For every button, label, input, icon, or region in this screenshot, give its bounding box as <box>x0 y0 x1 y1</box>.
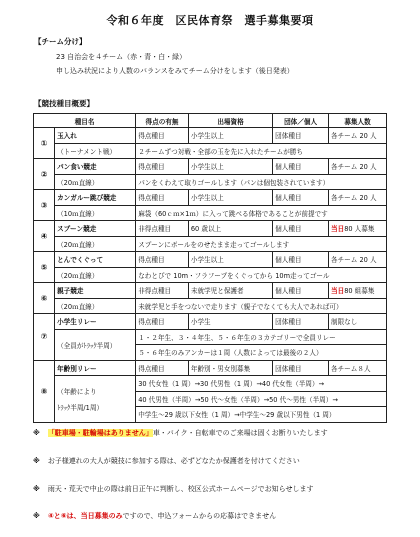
event-qualification: 小学生以上 <box>188 159 272 175</box>
event-score-type: 得点種目 <box>136 159 189 175</box>
event-qualification: 未就学児と保護者 <box>188 283 272 299</box>
event-score-type: 得点種目 <box>136 314 189 330</box>
quota-text: 各チーム 20 人 <box>331 194 377 203</box>
event-description: 中学生～29 歳以下女性（1 周）→中学生～29 歳以下男性（1 周） <box>136 407 387 423</box>
event-desc-row <box>34 298 387 314</box>
event-desc-row <box>34 236 387 252</box>
event-team-type: 個人種目 <box>273 159 329 175</box>
event-quota <box>329 314 387 330</box>
event-number: ⑧ <box>34 360 55 422</box>
event-team-type: 個人種目 <box>273 190 329 206</box>
event-row <box>34 159 387 175</box>
event-score-type: 得点種目 <box>136 360 189 376</box>
quota-text: 各チーム 20 人 <box>331 256 377 265</box>
event-description: ５・６年生のみアンカーは１周（人数によっては最後の２人） <box>136 345 387 361</box>
event-qualification: 60 歳以上 <box>188 221 272 237</box>
event-description: なわとびで 10m・フラフープをくぐってから 10m走ってゴール <box>136 267 387 283</box>
event-team-type: 個人種目 <box>273 252 329 268</box>
event-qualification: 小学生 <box>188 314 272 330</box>
event-name: パン食い競走 <box>55 159 136 175</box>
event-number: ⑦ <box>34 314 55 361</box>
column-header: 得点の有無 <box>136 114 189 128</box>
event-subtitle: （20ｍ直線） <box>55 236 136 252</box>
event-description: 30 代女性（1 周）→30 代男性（1 周）→40 代女性（半周）→ <box>136 376 387 392</box>
note-item <box>33 428 328 438</box>
event-description: 麻袋（60ｃｍ×1ｍ）に入って跳べる体格であることが前提です <box>136 205 387 221</box>
note-text: 車・バイク・自転車でのご来場は固くお断りいたします <box>152 429 328 437</box>
event-quota <box>329 128 387 144</box>
event-subtitle <box>55 376 136 423</box>
quota-highlight: 当日 <box>331 225 345 234</box>
event-qualification: 年齢別・男女別募集 <box>188 360 272 376</box>
note-mark: ※ <box>33 485 40 493</box>
note-item <box>33 456 300 466</box>
event-number: ④ <box>34 221 55 252</box>
event-subtitle: （10ｍ直線） <box>55 205 136 221</box>
event-team-type: 団体種目 <box>273 314 329 330</box>
events-heading: 【競技種目概要】 <box>34 99 94 108</box>
quota-highlight: 当日 <box>331 287 345 296</box>
event-description: １・２年生、３・４年生、５・６年生の３カテゴリーで全員リレー <box>136 329 387 345</box>
event-qualification: 小学生以上 <box>188 128 272 144</box>
event-score-type: 得点種目 <box>136 252 189 268</box>
note-text: 雨天・荒天で中止の際は前日正午に判断し、校区公式ホームページでお知らせします <box>47 485 314 493</box>
note-mark: ※ <box>33 512 40 520</box>
note-highlight: 「駐車場・駐輪場はありません」 <box>47 429 153 437</box>
event-number: ② <box>34 159 55 190</box>
team-line-1: 23 自治会を４チーム（赤・青・白・緑） <box>56 53 187 61</box>
event-quota <box>329 252 387 268</box>
event-subtitle: （全員がﾄﾗｯｸ半周） <box>55 329 136 360</box>
event-qualification: 小学生以上 <box>188 252 272 268</box>
event-subtitle: （20ｍ直線） <box>55 267 136 283</box>
event-subtitle-line: （年齢により <box>57 387 97 396</box>
event-quota <box>329 360 387 376</box>
event-quota <box>329 283 387 299</box>
event-team-type: 団体種目 <box>273 128 329 144</box>
event-name: スプーン競走 <box>55 221 136 237</box>
event-description: 未就学児と手をつないで走ります（親子でなくても大人であれば可） <box>136 298 387 314</box>
event-name: とんでくぐって <box>55 252 136 268</box>
event-name: 小学生リレー <box>55 314 136 330</box>
event-score-type: 非得点種目 <box>136 283 189 299</box>
column-header: 団体／個人 <box>273 114 329 128</box>
note-mark: ※ <box>33 457 40 465</box>
event-subtitle: （20ｍ直線） <box>55 298 136 314</box>
event-row <box>34 190 387 206</box>
event-number: ③ <box>34 190 55 221</box>
note-item <box>33 511 276 521</box>
events-table <box>33 113 387 423</box>
note-text: お子様連れの大人が競技に参加する際は、必ずどなたか保護者を付けてください <box>47 457 300 465</box>
event-number: ⑤ <box>34 252 55 283</box>
quota-text: 80 組募集 <box>344 287 375 296</box>
event-row <box>34 221 387 237</box>
team-line-2: 申し込み状況により人数のバランスをみてチーム分けをします（後日発表） <box>56 67 294 75</box>
event-team-type: 団体種目 <box>273 360 329 376</box>
event-description: 40 代男性（半周）→50 代～女性（半周）→50 代～男性（半周）→ <box>136 391 387 407</box>
event-desc-row <box>34 205 387 221</box>
column-header: 出場資格 <box>188 114 272 128</box>
team-heading: 【チーム分け】 <box>34 37 87 46</box>
event-qualification: 小学生以上 <box>188 190 272 206</box>
event-desc-row <box>34 174 387 190</box>
event-subtitle-line: ﾄﾗｯｸ半周/1周） <box>57 403 104 412</box>
event-number: ⑥ <box>34 283 55 314</box>
event-quota <box>329 221 387 237</box>
quota-text: 各チーム 20 人 <box>331 163 377 172</box>
event-row <box>34 314 387 330</box>
note-mark: ※ <box>33 429 40 437</box>
column-header: 募集人数 <box>329 114 387 128</box>
event-score-type: 得点種目 <box>136 128 189 144</box>
event-subtitle: （トーナメント戦） <box>55 143 136 159</box>
note-item <box>33 484 313 494</box>
quota-text: 80 人募集 <box>344 225 375 234</box>
event-name: 玉入れ <box>55 128 136 144</box>
event-score-type: 非得点種目 <box>136 221 189 237</box>
event-desc-row <box>34 329 387 345</box>
event-quota <box>329 190 387 206</box>
event-row <box>34 283 387 299</box>
column-header: 種目名 <box>34 114 136 128</box>
event-description: スプーンにボールをのせたまま走ってゴールします <box>136 236 387 252</box>
event-name: 年齢別リレー <box>55 360 136 376</box>
quota-text: 各チーム８人 <box>331 364 371 373</box>
event-number: ① <box>34 128 55 159</box>
event-desc-row <box>34 267 387 283</box>
note-text: ですので、申込フォームからの応募はできません <box>122 512 277 520</box>
event-desc-row <box>34 376 387 392</box>
page-title: 令和６年度 区民体育祭 選手募集要項 <box>106 14 314 27</box>
event-team-type: 個人種目 <box>273 221 329 237</box>
event-subtitle: （20ｍ直線） <box>55 174 136 190</box>
event-team-type: 個人種目 <box>273 283 329 299</box>
quota-text: 各チーム 20 人 <box>331 132 377 141</box>
quota-text: 制限なし <box>331 318 358 327</box>
event-name: カンガルー跳び競走 <box>55 190 136 206</box>
event-row <box>34 128 387 144</box>
event-description: パンをくわえて取りゴールします（パンは個包装されています） <box>136 174 387 190</box>
note-highlight: ④と⑥は、当日募集のみ <box>47 512 123 520</box>
event-name: 親子競走 <box>55 283 136 299</box>
event-description: ２チームずつ対戦・全部の玉を先に入れたチームが勝ち <box>136 143 387 159</box>
event-score-type: 得点種目 <box>136 190 189 206</box>
event-desc-row <box>34 143 387 159</box>
event-quota <box>329 159 387 175</box>
event-row <box>34 252 387 268</box>
table-header-row <box>34 114 387 128</box>
event-row <box>34 360 387 376</box>
